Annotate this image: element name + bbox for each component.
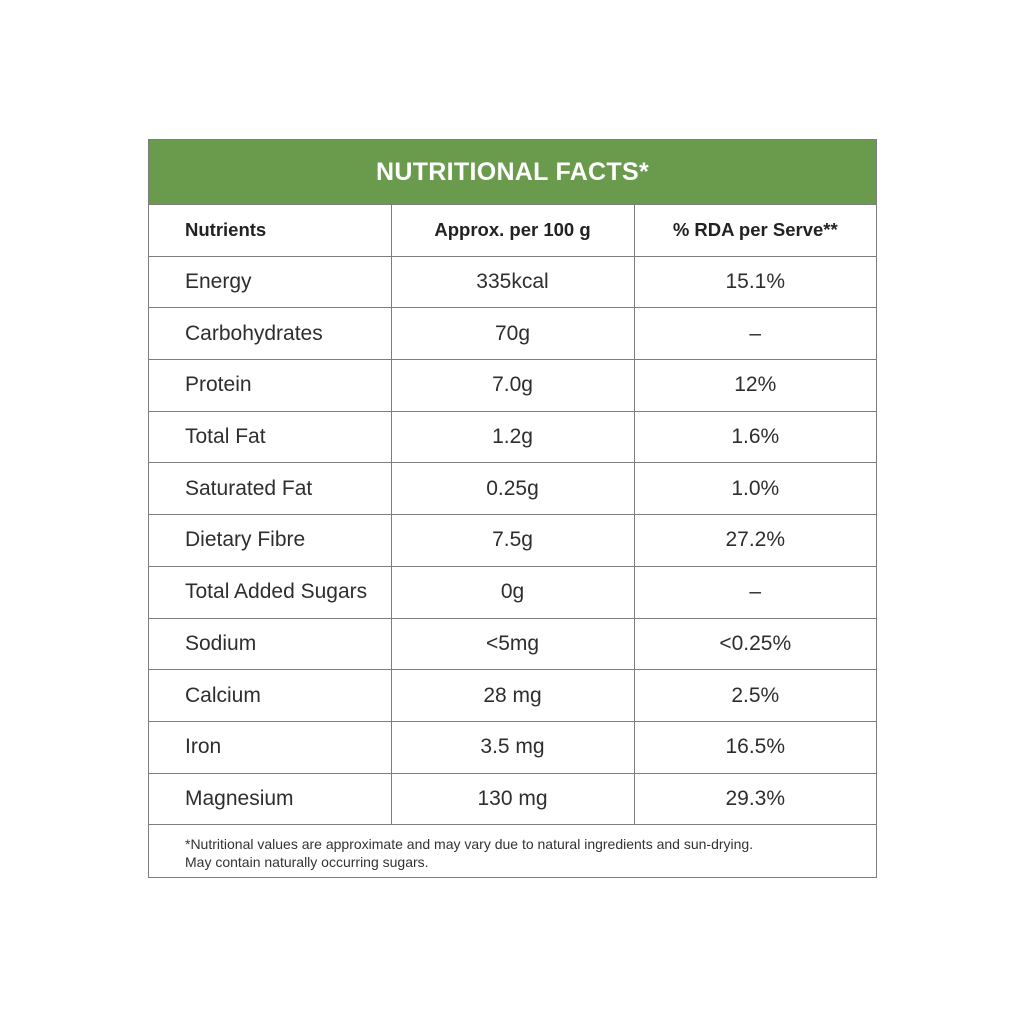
table-row bbox=[149, 618, 876, 670]
amount-per-100g: 0g bbox=[391, 566, 634, 618]
nutrient-name: Total Added Sugars bbox=[149, 566, 391, 618]
table-body bbox=[149, 256, 876, 825]
rda-percent: 29.3% bbox=[634, 773, 876, 825]
table-row bbox=[149, 463, 876, 515]
rda-percent: – bbox=[634, 308, 876, 360]
rda-percent: – bbox=[634, 566, 876, 618]
nutrient-name: Iron bbox=[149, 721, 391, 773]
table-row bbox=[149, 411, 876, 463]
table-row bbox=[149, 566, 876, 618]
rda-percent: 16.5% bbox=[634, 721, 876, 773]
table-row bbox=[149, 721, 876, 773]
nutrient-name: Sodium bbox=[149, 618, 391, 670]
column-header-nutrients: Nutrients bbox=[149, 205, 391, 256]
amount-per-100g: 7.0g bbox=[391, 360, 634, 412]
amount-per-100g: <5mg bbox=[391, 618, 634, 670]
footnote bbox=[149, 825, 876, 877]
rda-percent: 27.2% bbox=[634, 515, 876, 567]
nutrient-name: Protein bbox=[149, 360, 391, 412]
amount-per-100g: 1.2g bbox=[391, 411, 634, 463]
nutrition-panel bbox=[148, 139, 877, 878]
nutrient-name: Dietary Fibre bbox=[149, 515, 391, 567]
column-header-per-100g: Approx. per 100 g bbox=[391, 205, 634, 256]
amount-per-100g: 130 mg bbox=[391, 773, 634, 825]
nutrient-name: Total Fat bbox=[149, 411, 391, 463]
table-row bbox=[149, 360, 876, 412]
nutrient-name: Calcium bbox=[149, 670, 391, 722]
nutrition-title-banner bbox=[149, 140, 876, 205]
rda-percent: <0.25% bbox=[634, 618, 876, 670]
rda-percent: 1.6% bbox=[634, 411, 876, 463]
amount-per-100g: 28 mg bbox=[391, 670, 634, 722]
table-row bbox=[149, 515, 876, 567]
table-row bbox=[149, 773, 876, 825]
amount-per-100g: 3.5 mg bbox=[391, 721, 634, 773]
nutrient-name: Magnesium bbox=[149, 773, 391, 825]
rda-percent: 2.5% bbox=[634, 670, 876, 722]
table-row bbox=[149, 670, 876, 722]
table-row bbox=[149, 256, 876, 308]
column-header-rda: % RDA per Serve** bbox=[634, 205, 876, 256]
amount-per-100g: 335kcal bbox=[391, 256, 634, 308]
rda-percent: 12% bbox=[634, 360, 876, 412]
nutrition-title: NUTRITIONAL FACTS* bbox=[376, 157, 649, 186]
table-header-row bbox=[149, 205, 876, 256]
rda-percent: 1.0% bbox=[634, 463, 876, 515]
table-row bbox=[149, 308, 876, 360]
nutrient-name: Carbohydrates bbox=[149, 308, 391, 360]
amount-per-100g: 0.25g bbox=[391, 463, 634, 515]
amount-per-100g: 70g bbox=[391, 308, 634, 360]
nutrition-table bbox=[149, 205, 876, 825]
footnote-line-2: May contain naturally occurring sugars. bbox=[185, 854, 429, 871]
rda-percent: 15.1% bbox=[634, 256, 876, 308]
nutrient-name: Energy bbox=[149, 256, 391, 308]
nutrient-name: Saturated Fat bbox=[149, 463, 391, 515]
amount-per-100g: 7.5g bbox=[391, 515, 634, 567]
footnote-line-1: *Nutritional values are approximate and may vary due to natural ingredients and sun-drying. bbox=[185, 836, 754, 853]
